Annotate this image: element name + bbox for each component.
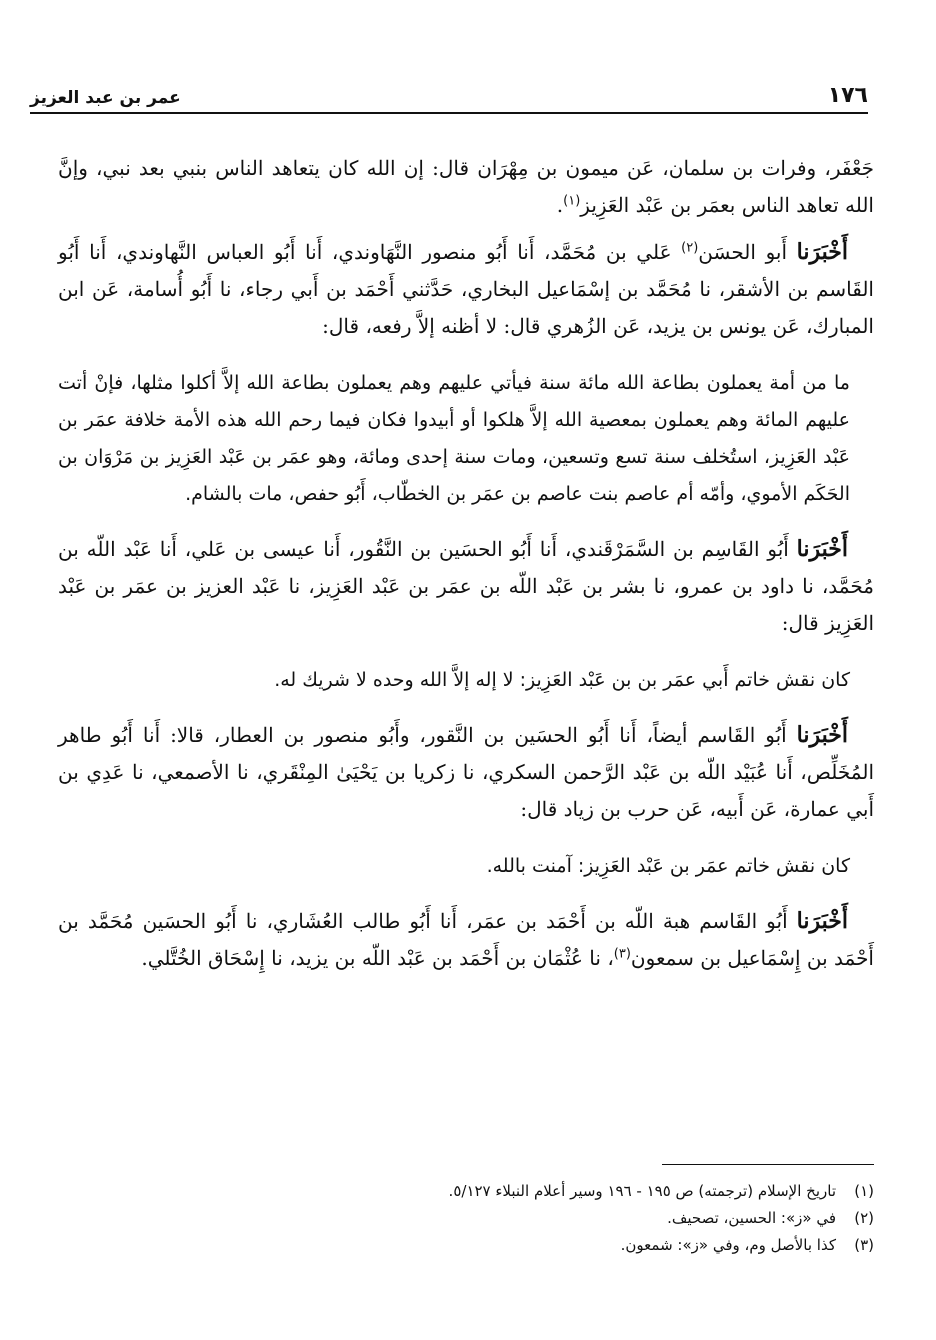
paragraph-text: ، نا عُثْمَان بن أَحْمَد بن عَبْد اللّه بن يزيد، نا إِسْحَاق الخُتَّلي. bbox=[141, 946, 614, 970]
running-title: عمر بن عبد العزيز bbox=[30, 88, 181, 108]
transmission-keyword: أَخْبَرَنا bbox=[796, 536, 848, 562]
paragraph bbox=[58, 903, 874, 977]
quoted-text bbox=[58, 662, 874, 699]
paragraph bbox=[58, 717, 874, 828]
footnote-number: (٢) bbox=[854, 1209, 874, 1227]
paragraph-text: كان نقش خاتم أَبي عمَر بن بن عَبْد العَزِيز: لا إله إلاَّ الله وحده لا شريك له. bbox=[274, 669, 850, 691]
paragraph-text: أَبُو القَاسم هبة اللّه بن أَحْمَد بن عمَر، أَنا أَبُو طالب العُشَاري، نا أَبُو الحسَين مُحَمَّد بن أَحْمَد بن إِسْمَاعيل بن سمعون bbox=[58, 909, 874, 970]
transmission-keyword: أَخْبَرَنا bbox=[796, 239, 848, 265]
paragraph bbox=[58, 531, 874, 642]
footnote-divider bbox=[662, 1164, 874, 1165]
footnotes bbox=[58, 1178, 874, 1259]
footnote-text: تاريخ الإسلام (ترجمته) ص ١٩٥ - ١٩٦ وسير أعلام النبلاء ٥/١٢٧. bbox=[448, 1182, 836, 1200]
footnote bbox=[58, 1178, 874, 1205]
paragraph-text: . bbox=[556, 193, 564, 217]
footnote bbox=[58, 1205, 874, 1232]
paragraph-text: كان نقش خاتم عمَر بن عَبْد العَزِيز: آمنت بالله. bbox=[486, 855, 850, 877]
paragraph bbox=[58, 234, 874, 345]
quoted-text bbox=[58, 365, 874, 513]
footnote-marker: (١) bbox=[563, 193, 581, 209]
paragraph-text: أَبُو القَاسم أيضاً، أَنا أَبُو الحسَين بن النَّقور، وأَبُو منصور بن العطار، قالا: أَنا أَبُو طاهر المُخَلِّص، أَنا عُبَيْد اللّه بن عَبْد الرَّحمن السكري، نا زكريا بن يَحْيَىٰ المِنْقَري، نا الأصمعي، نا عَدِي بن أَبي عمارة، عَن أَبيه، عَن حرب بن زياد قال: bbox=[58, 723, 874, 821]
paragraph-text: عَلي بن مُحَمَّد، أَنا أَبُو منصور النَّهَاوندي، أَنا أَبُو العباس النَّهاوندي، أَنا أَبُو القَاسم بن الأشقر، نا مُحَمَّد بن إسْمَاعيل البخاري، حَدَّثني أَحْمَد بن أَبي رجاء، نا أَبُو أُسامة، عَن ابن المبارك، عَن يونس بن يزيد، عَن الزُهري قال: لا أظنه إلاَّ رفعه، قال: bbox=[58, 240, 874, 338]
paragraph bbox=[58, 150, 874, 224]
page-header bbox=[30, 68, 868, 114]
quoted-text bbox=[58, 848, 874, 885]
footnote bbox=[58, 1232, 874, 1259]
footnote-marker: (٣) bbox=[613, 946, 631, 962]
paragraph-text: أَبو الحسَن bbox=[698, 240, 797, 264]
footnote-marker: (٢) bbox=[681, 240, 699, 256]
footnote-number: (٣) bbox=[854, 1236, 874, 1254]
page-number: ١٧٦ bbox=[827, 83, 868, 108]
body-text bbox=[58, 150, 874, 987]
footnote-text: في «ز»: الحسين، تصحيف. bbox=[667, 1209, 836, 1227]
footnote-number: (١) bbox=[854, 1182, 874, 1200]
paragraph-text: أَبُو القَاسِم بن السَّمَرْقَندي، أَنا أَبُو الحسَين بن النَّقُور، أَنا عيسى بن عَلي، أَنا عَبْد اللّه بن مُحَمَّد، نا داود بن عمرو، نا بشر بن عَبْد اللّه بن عمَر بن عَبْد العَزِيز، نا عَبْد العزيز بن عمَر بن عَبْد العَزِيز قال: bbox=[58, 537, 874, 635]
paragraph-text: ما من أمة يعملون بطاعة الله مائة سنة فيأتي عليهم وهم يعملون بطاعة الله إلاَّ أكلوا مثلها، فإنْ أتت عليهم المائة وهم يعملون بمعصية الله إلاَّ هلكوا أو أبيدوا فكان فيما رحم الله هذه الأمة خلافة عمَر بن عَبْد العَزِيز، استُخلف سنة تسع وتسعين، ومات سنة إحدى ومائة، وهو عمَر بن عَبْد العَزِيز بن مَرْوَان بن الحَكَم الأموي، وأمّه أم عاصم بنت عاصم بن عمَر بن الخطّاب، أَبُو حفص، مات بالشام. bbox=[58, 372, 850, 505]
transmission-keyword: أَخْبَرَنا bbox=[796, 908, 848, 934]
footnote-text: كذا بالأصل وم، وفي «ز»: شمعون. bbox=[620, 1236, 836, 1254]
paragraph-text: جَعْفَر، وفرات بن سلمان، عَن ميمون بن مِهْرَان قال: إن الله كان يتعاهد الناس بنبي بعد نبي، وإنَّ الله تعاهد الناس بعمَر بن عَبْد العَزِيز bbox=[58, 156, 874, 217]
transmission-keyword: أَخْبَرَنا bbox=[796, 722, 848, 748]
